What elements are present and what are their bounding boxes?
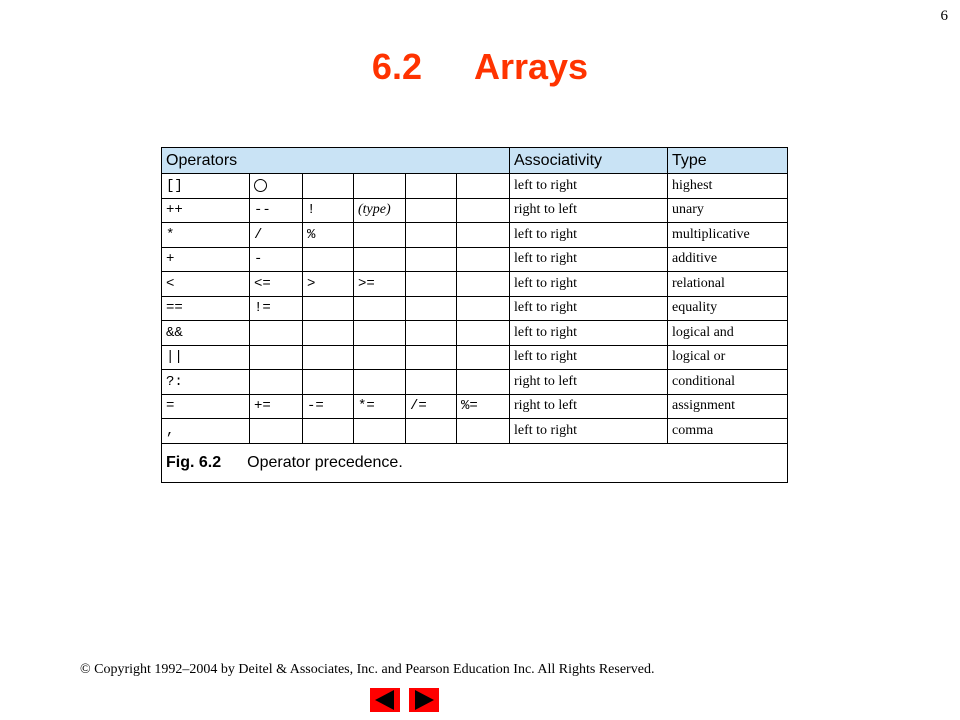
table-row <box>162 223 788 248</box>
page-number: 6 <box>940 8 948 24</box>
operator-cell: != <box>250 296 303 321</box>
operator-cell: += <box>250 394 303 419</box>
associativity-cell: left to right <box>510 247 668 272</box>
header-associativity: Associativity <box>510 148 668 174</box>
operator-cell <box>406 223 457 248</box>
operator-cell <box>457 345 510 370</box>
operator-cell: *= <box>354 394 406 419</box>
type-cell: multiplicative <box>668 223 788 248</box>
operator-cell <box>457 223 510 248</box>
figure-caption <box>162 443 788 482</box>
table-row <box>162 174 788 199</box>
type-cell: unary <box>668 198 788 223</box>
operator-cell <box>457 247 510 272</box>
operator-cell <box>457 272 510 297</box>
operator-cell: / <box>250 223 303 248</box>
operator-cell: ?: <box>162 370 250 395</box>
operator-cell: - <box>250 247 303 272</box>
type-cell: assignment <box>668 394 788 419</box>
operator-cell <box>250 370 303 395</box>
operator-cell <box>354 419 406 444</box>
operator-cell <box>354 223 406 248</box>
operator-cell <box>354 345 406 370</box>
operator-cell: > <box>303 272 354 297</box>
left-arrow-icon <box>370 688 400 712</box>
operator-cell <box>406 370 457 395</box>
operator-cell <box>406 321 457 346</box>
table-row <box>162 394 788 419</box>
operator-cell: * <box>162 223 250 248</box>
operator-cell <box>406 272 457 297</box>
operator-cell: -- <box>250 198 303 223</box>
operator-cell: [] <box>162 174 250 199</box>
table-row <box>162 272 788 297</box>
operator-cell <box>303 296 354 321</box>
type-cell: relational <box>668 272 788 297</box>
associativity-cell: left to right <box>510 223 668 248</box>
associativity-cell: left to right <box>510 345 668 370</box>
operator-cell <box>406 345 457 370</box>
operator-cell <box>457 174 510 199</box>
previous-slide-button[interactable] <box>370 688 400 712</box>
header-type: Type <box>668 148 788 174</box>
type-cell: highest <box>668 174 788 199</box>
type-cell: logical or <box>668 345 788 370</box>
title-text: Arrays <box>473 46 589 87</box>
operator-cell <box>303 370 354 395</box>
operator-cell <box>250 321 303 346</box>
associativity-cell: left to right <box>510 296 668 321</box>
type-cell: equality <box>668 296 788 321</box>
operator-cell <box>406 247 457 272</box>
operator-cell: ++ <box>162 198 250 223</box>
operator-cell <box>354 296 406 321</box>
table-row <box>162 345 788 370</box>
operator-cell <box>457 296 510 321</box>
operator-cell <box>303 321 354 346</box>
operator-cell <box>303 419 354 444</box>
header-operators: Operators <box>162 148 510 174</box>
operator-cell <box>250 419 303 444</box>
operator-cell: = <box>162 394 250 419</box>
slide-title <box>0 46 960 88</box>
operator-cell: <= <box>250 272 303 297</box>
operator-cell: >= <box>354 272 406 297</box>
figure-caption-text: Operator precedence. <box>247 453 403 471</box>
operator-cell <box>457 321 510 346</box>
operator-cell: ! <box>303 198 354 223</box>
associativity-cell: left to right <box>510 174 668 199</box>
operator-cell: < <box>162 272 250 297</box>
type-cell: additive <box>668 247 788 272</box>
operator-cell <box>457 198 510 223</box>
operator-precedence-table <box>161 147 788 483</box>
operator-cell <box>354 174 406 199</box>
operator-cell <box>406 174 457 199</box>
table-row <box>162 370 788 395</box>
operator-cell <box>250 345 303 370</box>
operator-cell: && <box>162 321 250 346</box>
operator-cell: /= <box>406 394 457 419</box>
associativity-cell: right to left <box>510 394 668 419</box>
circle-icon <box>254 179 267 192</box>
cast-operator: (type) <box>358 202 391 218</box>
operator-cell <box>303 174 354 199</box>
operator-cell: , <box>162 419 250 444</box>
title-number: 6.2 <box>371 46 422 87</box>
operator-cell <box>354 321 406 346</box>
associativity-cell: left to right <box>510 272 668 297</box>
table-row <box>162 419 788 444</box>
operator-cell <box>406 419 457 444</box>
next-slide-button[interactable] <box>409 688 439 712</box>
table-header-row <box>162 148 788 174</box>
table-row <box>162 198 788 223</box>
table-row <box>162 296 788 321</box>
type-cell: comma <box>668 419 788 444</box>
figure-label: Fig. 6.2 <box>166 453 222 471</box>
type-cell: conditional <box>668 370 788 395</box>
operator-cell: %= <box>457 394 510 419</box>
operator-cell <box>457 370 510 395</box>
operator-cell: == <box>162 296 250 321</box>
operator-cell <box>303 345 354 370</box>
operator-cell: || <box>162 345 250 370</box>
operator-cell: + <box>162 247 250 272</box>
operator-cell <box>406 198 457 223</box>
operator-cell <box>354 370 406 395</box>
type-cell: logical and <box>668 321 788 346</box>
operator-cell <box>303 247 354 272</box>
associativity-cell: right to left <box>510 370 668 395</box>
table-row <box>162 321 788 346</box>
operator-cell <box>354 247 406 272</box>
associativity-cell: left to right <box>510 419 668 444</box>
operator-cell: -= <box>303 394 354 419</box>
operator-cell <box>406 296 457 321</box>
associativity-cell: left to right <box>510 321 668 346</box>
copyright-notice: © Copyright 1992–2004 by Deitel & Associates, Inc. and Pearson Education Inc. All Rights Reserved. <box>80 662 655 677</box>
table-row <box>162 247 788 272</box>
operator-cell <box>457 419 510 444</box>
operator-cell: % <box>303 223 354 248</box>
operator-cell <box>250 174 303 199</box>
right-arrow-icon <box>409 688 439 712</box>
associativity-cell: right to left <box>510 198 668 223</box>
figure-caption-row <box>162 443 788 482</box>
cast-operator-cell <box>354 198 406 223</box>
